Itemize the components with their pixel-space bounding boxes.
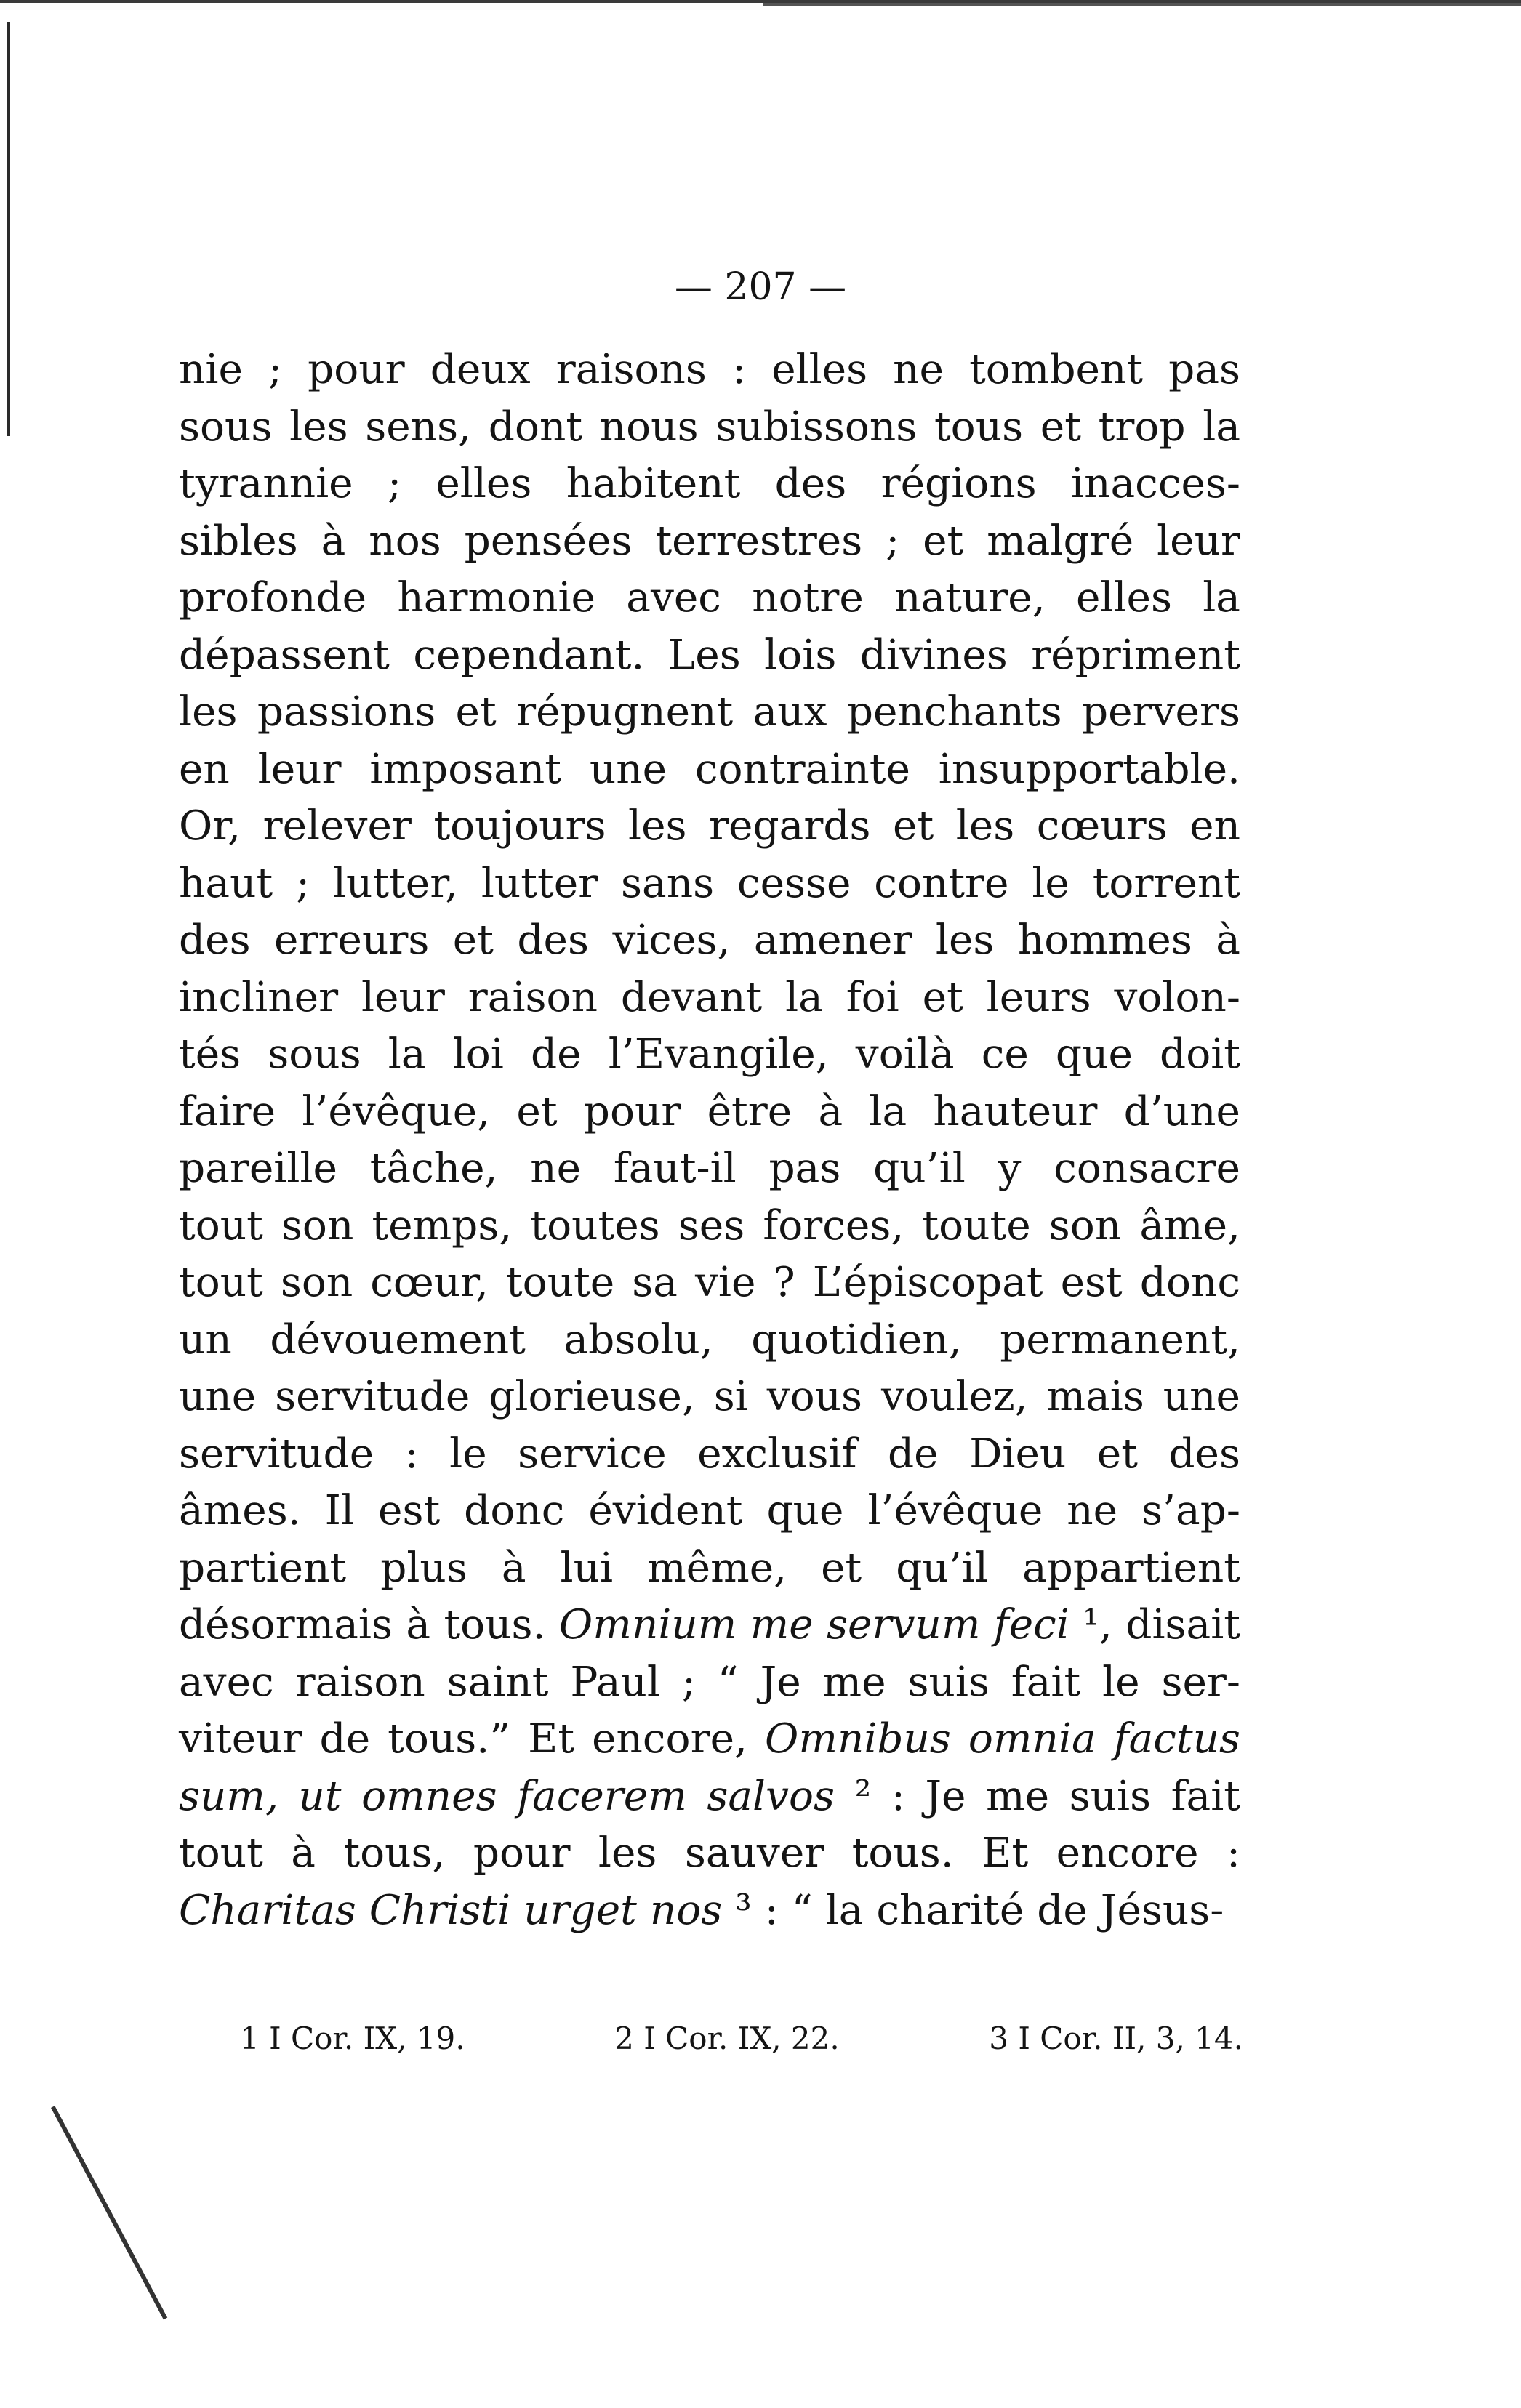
- text-segment: tés sous la loi de l’Evangile, voilà ce que doit: [179, 1031, 1240, 1078]
- text-line: [179, 456, 1240, 513]
- text-segment: dépassent cependant. Les lois divines répriment: [179, 631, 1240, 679]
- text-line: [179, 1426, 1240, 1483]
- text-line: [179, 684, 1240, 741]
- text-segment: sibles à nos pensées terrestres ; et malgré leur: [179, 517, 1240, 565]
- text-line: [179, 1255, 1240, 1312]
- latin-quote: Omnibus omnia factus: [765, 1715, 1240, 1763]
- text-line: [179, 1084, 1240, 1141]
- text-segment: tyrannie ; elles habitent des régions inacces-: [179, 460, 1240, 507]
- text-line: [179, 1597, 1240, 1654]
- text-line: [179, 1026, 1240, 1084]
- footnotes: [240, 2017, 1243, 2061]
- text-segment: servitude : le service exclusif de Dieu et des: [179, 1430, 1240, 1478]
- text-segment: un dévouement absolu, quotidien, permanent,: [179, 1316, 1240, 1364]
- text-line: [179, 513, 1240, 571]
- text-line: [179, 1540, 1240, 1598]
- scan-stray-mark: [51, 2106, 167, 2319]
- text-segment: tout son cœur, toute sa vie ? L’épiscopat est donc: [179, 1259, 1240, 1306]
- text-segment: ¹, disait: [1069, 1601, 1240, 1648]
- text-segment: Or, relever toujours les regards et les cœurs en: [179, 802, 1240, 850]
- text-segment: les passions et répugnent aux penchants pervers: [179, 688, 1240, 736]
- text-line: [179, 1654, 1240, 1712]
- text-segment: viteur de tous.” Et encore,: [179, 1715, 765, 1763]
- text-segment: tout à tous, pour les sauver tous. Et encore :: [179, 1829, 1240, 1877]
- text-line: [179, 399, 1240, 456]
- text-line: [179, 627, 1240, 685]
- text-segment: pareille tâche, ne faut-il pas qu’il y consacre: [179, 1145, 1240, 1192]
- text-line: [179, 1369, 1240, 1426]
- text-line: [179, 1711, 1240, 1768]
- text-segment: âmes. Il est donc évident que l’évêque ne s’ap-: [179, 1487, 1240, 1534]
- footnote: 1 I Cor. IX, 19.: [240, 2021, 465, 2056]
- latin-quote: Omnium me servum feci: [558, 1601, 1069, 1648]
- text-segment: tout son temps, toutes ses forces, toute son âme,: [179, 1201, 1240, 1249]
- text-segment: profonde harmonie avec notre nature, elles la: [179, 574, 1240, 621]
- text-line: [179, 1483, 1240, 1540]
- text-segment: faire l’évêque, et pour être à la hauteur d’une: [179, 1087, 1240, 1135]
- text-line: [179, 970, 1240, 1027]
- text-segment: avec raison saint Paul ; “ Je me suis fait le ser-: [179, 1658, 1240, 1706]
- footnote: 3 I Cor. II, 3, 14.: [989, 2021, 1243, 2056]
- text-line: [179, 1882, 1240, 1940]
- page-number: — 207 —: [674, 265, 847, 309]
- text-line: [179, 1140, 1240, 1198]
- body-text: [179, 342, 1240, 1939]
- text-segment: haut ; lutter, lutter sans cesse contre le torrent: [179, 859, 1240, 907]
- text-line: [179, 741, 1240, 799]
- text-line: [179, 1825, 1240, 1882]
- text-segment: sous les sens, dont nous subissons tous et trop la: [179, 403, 1240, 451]
- text-line: [179, 1768, 1240, 1826]
- latin-quote: Charitas Christi urget nos: [179, 1886, 723, 1934]
- text-segment: ³ : “ la charité de Jésus-: [722, 1886, 1224, 1934]
- text-segment: partient plus à lui même, et qu’il appartient: [179, 1544, 1240, 1592]
- text-line: [179, 342, 1240, 399]
- text-line: [179, 1312, 1240, 1369]
- footnote: 2 I Cor. IX, 22.: [614, 2021, 840, 2056]
- text-line: [179, 912, 1240, 970]
- text-segment: incliner leur raison devant la foi et leurs volon-: [179, 973, 1240, 1021]
- text-segment: en leur imposant une contrainte insupportable.: [179, 745, 1240, 793]
- text-line: [179, 798, 1240, 855]
- text-segment: une servitude glorieuse, si vous voulez, mais une: [179, 1373, 1240, 1420]
- text-line: [179, 1198, 1240, 1255]
- scan-border-left: [7, 22, 10, 436]
- text-segment: nie ; pour deux raisons : elles ne tombent pas: [179, 346, 1240, 393]
- text-line: [179, 570, 1240, 627]
- text-segment: désormais à tous.: [179, 1601, 559, 1648]
- latin-quote: sum, ut omnes facerem salvos: [179, 1772, 835, 1820]
- text-segment: ² : Je me suis fait: [835, 1772, 1240, 1820]
- scan-border-top: [0, 0, 1521, 19]
- text-segment: des erreurs et des vices, amener les hommes à: [179, 917, 1240, 964]
- text-line: [179, 855, 1240, 913]
